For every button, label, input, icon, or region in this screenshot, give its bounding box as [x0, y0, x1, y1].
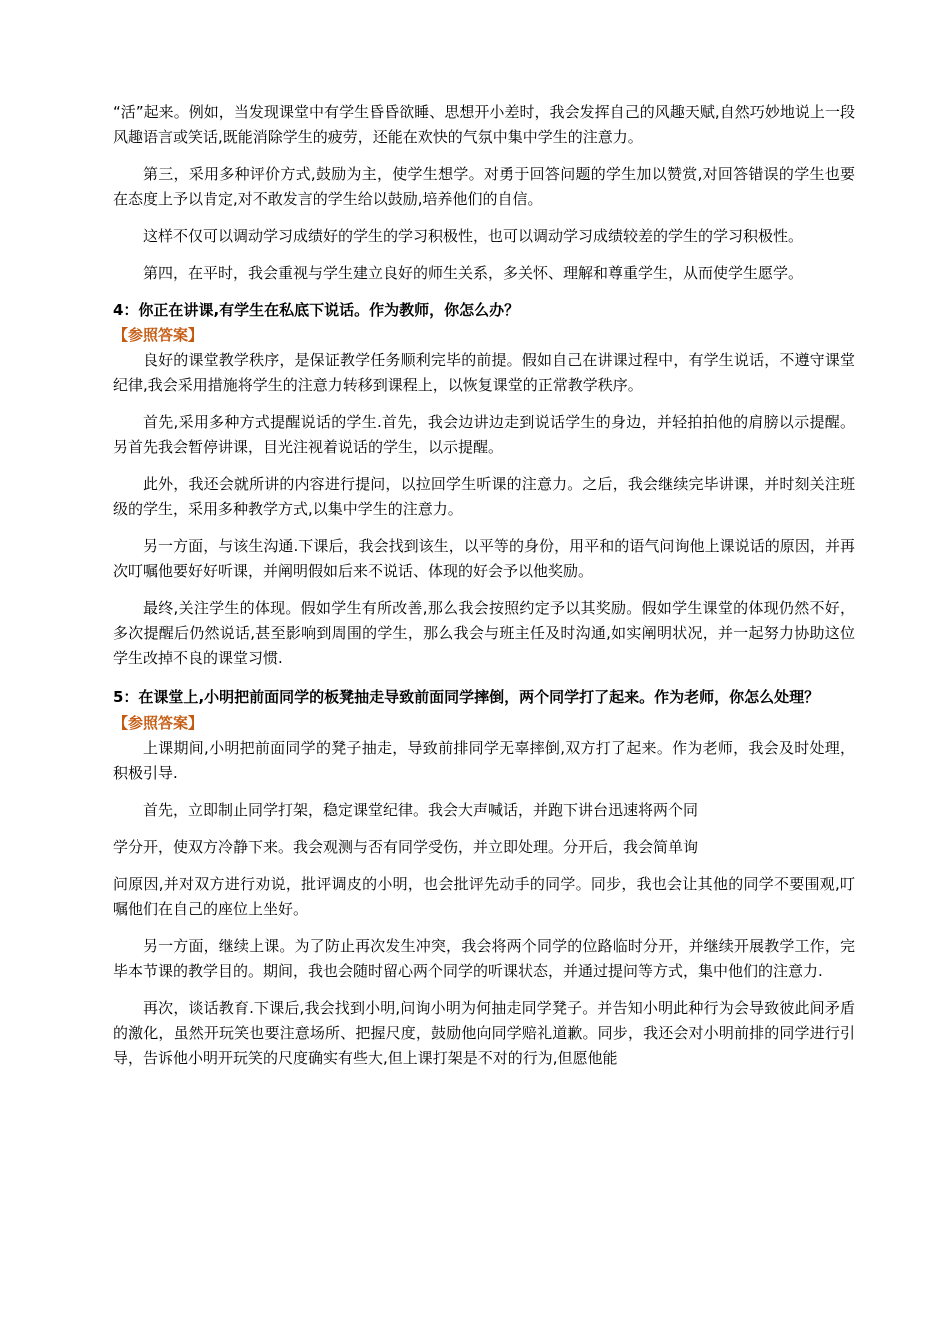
- question-5-answer-second: 另一方面，继续上课。为了防止再次发生冲突，我会将两个同学的位路临时分开，并继续开展教学工作，完毕本节课的教学目的。期间，我也会随时留心两个同学的听课状态，并通过提问等方式，集中他们的注意力.: [113, 937, 855, 980]
- question-5-answer-first-line2: 学分开，使双方冷静下来。我会观测与否有同学受伤，并立即处理。分开后，我会简单询: [113, 838, 699, 856]
- question-4-answer-second: 此外，我还会就所讲的内容进行提问，以拉回学生听课的注意力。之后，我会继续完毕讲课，并时刻关注班级的学生，采用多种教学方式,以集中学生的注意力。: [113, 475, 855, 518]
- question-4-answer-intro: 良好的课堂教学秩序，是保证教学任务顺利完毕的前提。假如自己在讲课过程中，有学生说话，不遵守课堂纪律,我会采用措施将学生的注意力转移到课程上，以恢复课堂的正常教学秩序。: [113, 351, 855, 394]
- question-5-answer-intro: 上课期间,小明把前面同学的凳子抽走，导致前排同学无辜摔倒,双方打了起来。作为老师，我会及时处理，积极引导.: [113, 739, 855, 782]
- question-4-answer-third: 另一方面，与该生沟通.下课后，我会找到该生，以平等的身份，用平和的语气问询他上课说话的原因，并再次叮嘱他要好好听课，并阐明假如后来不说话、体现的好会予以他奖励。: [113, 537, 855, 580]
- question-5-heading: 5：在课堂上,小明把前面同学的板凳抽走导致前面同学摔倒，两个同学打了起来。作为老师，你怎么处理？: [113, 688, 820, 706]
- document-body: [113, 100, 855, 1071]
- question-4-answer-first: 首先,采用多种方式提醒说话的学生.首先，我会边讲边走到说话学生的身边，并轻拍拍他的肩膀以示提醒。另首先我会暂停讲课，目光注视着说话的学生，以示提醒。: [113, 413, 855, 456]
- paragraph-third-point-followup: 这样不仅可以调动学习成绩好的学生的学习积极性，也可以调动学习成绩较差的学生的学习积极性。: [143, 227, 804, 245]
- paragraph-fourth-point: 第四，在平时，我会重视与学生建立良好的师生关系，多关怀、理解和尊重学生，从而使学生愿学。: [143, 264, 804, 282]
- question-5-answer-first-line1: 首先，立即制止同学打架，稳定课堂纪律。我会大声喊话，并跑下讲台迅速将两个同: [143, 801, 699, 819]
- question-5-answer-label: 【参照答案】: [113, 714, 204, 732]
- paragraph-intro-continued: “活”起来。例如，当发现课堂中有学生昏昏欲睡、思想开小差时，我会发挥自己的风趣天赋,自然巧妙地说上一段风趣语言或笑话,既能消除学生的疲劳，还能在欢快的气氛中集中学生的注意力。: [113, 103, 855, 146]
- question-4-answer-final: 最终,关注学生的体现。假如学生有所改善,那么我会按照约定予以其奖励。假如学生课堂的体现仍然不好，多次提醒后仍然说话,甚至影响到周围的学生，那么我会与班主任及时沟通,如实阐明状况，并一起努力协助这位学生改掉不良的课堂习惯.: [113, 599, 855, 667]
- question-4-heading: 4：你正在讲课,有学生在私底下说话。作为教师，你怎么办？: [113, 301, 520, 319]
- question-5-answer-third: 再次，谈话教育.下课后,我会找到小明,问询小明为何抽走同学凳子。并告知小明此种行为会导致彼此间矛盾的激化，虽然开玩笑也要注意场所、把握尺度，鼓励他向同学赔礼道歉。同步，我还会对小明前排的同学进行引导，告诉他小明开玩笑的尺度确实有些大,但上课打架是不对的行为,但愿他能: [113, 999, 855, 1067]
- question-5-answer-first-line3: 问原因,并对双方进行劝说，批评调皮的小明，也会批评先动手的同学。同步，我也会让其他的同学不要围观,叮嘱他们在自己的座位上坐好。: [113, 875, 855, 918]
- question-4-answer-label: 【参照答案】: [113, 326, 204, 344]
- paragraph-third-point: 第三，采用多种评价方式,鼓励为主，使学生想学。对勇于回答问题的学生加以赞赏,对回答错误的学生也要在态度上予以肯定,对不敢发言的学生给以鼓励,培养他们的自信。: [113, 165, 855, 208]
